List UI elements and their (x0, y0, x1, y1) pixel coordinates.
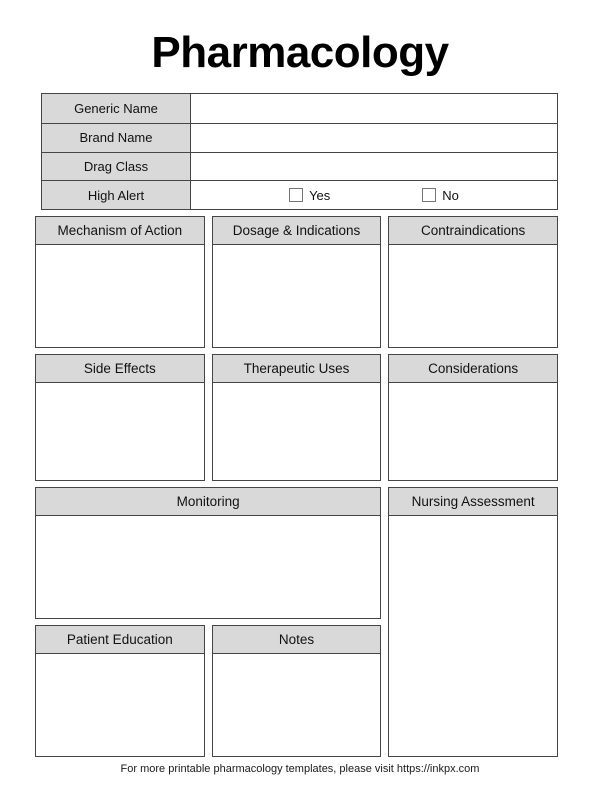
section-header (213, 355, 381, 383)
no-label: No (442, 187, 459, 203)
section-header (36, 626, 204, 654)
section-title: Notes (278, 632, 315, 647)
generic-name-label: Generic Name (42, 94, 191, 123)
section-dosage-indications (212, 216, 382, 348)
notes-field[interactable] (213, 654, 381, 756)
no-checkbox[interactable] (422, 188, 436, 202)
footer-note: For more printable pharmacology templates, please visit https://inkpx.com (120, 763, 480, 775)
section-grid (35, 216, 558, 757)
high-alert-label: High Alert (42, 181, 191, 209)
brand-name-label: Brand Name (42, 124, 191, 152)
section-monitoring (35, 487, 381, 619)
section-header (36, 488, 380, 516)
high-alert-yes-option[interactable] (289, 188, 330, 203)
section-title: Dosage & Indications (232, 223, 361, 238)
yes-label: Yes (309, 187, 331, 203)
section-header (389, 488, 557, 516)
high-alert-field (191, 181, 557, 209)
section-therapeutic-uses (212, 354, 382, 481)
section-title: Contraindications (421, 223, 526, 238)
table-row (42, 180, 557, 209)
drug-info-table (41, 93, 558, 210)
section-contraindications (388, 216, 558, 348)
section-header (389, 355, 557, 383)
section-title: Considerations (428, 361, 519, 376)
section-patient-education (35, 625, 205, 757)
dosage-indications-field[interactable] (213, 245, 381, 347)
brand-name-field[interactable] (191, 124, 557, 152)
drag-class-label: Drag Class (42, 153, 191, 181)
side-effects-field[interactable] (36, 383, 204, 480)
section-title: Side Effects (83, 361, 156, 376)
section-title: Monitoring (176, 494, 240, 509)
nursing-assessment-field[interactable] (389, 516, 557, 756)
table-row (42, 94, 557, 123)
section-header (36, 217, 204, 245)
section-nursing-assessment (388, 487, 558, 757)
mechanism-of-action-field[interactable] (36, 245, 204, 347)
section-considerations (388, 354, 558, 481)
yes-checkbox[interactable] (289, 188, 303, 202)
section-header (36, 355, 204, 383)
therapeutic-uses-field[interactable] (213, 383, 381, 480)
page-title: Pharmacology (151, 28, 449, 77)
section-title: Patient Education (66, 632, 173, 647)
table-row (42, 152, 557, 181)
section-title: Nursing Assessment (411, 494, 535, 509)
section-title: Therapeutic Uses (243, 361, 350, 376)
contraindications-field[interactable] (389, 245, 557, 347)
considerations-field[interactable] (389, 383, 557, 480)
generic-name-field[interactable] (191, 94, 557, 123)
section-header (213, 626, 381, 654)
section-notes (212, 625, 382, 757)
drag-class-field[interactable] (191, 153, 557, 181)
high-alert-no-option[interactable] (422, 188, 459, 203)
section-side-effects (35, 354, 205, 481)
section-title: Mechanism of Action (57, 223, 183, 238)
section-mechanism-of-action (35, 216, 205, 348)
monitoring-field[interactable] (36, 516, 380, 618)
section-header (213, 217, 381, 245)
section-header (389, 217, 557, 245)
table-row (42, 123, 557, 152)
patient-education-field[interactable] (36, 654, 204, 756)
